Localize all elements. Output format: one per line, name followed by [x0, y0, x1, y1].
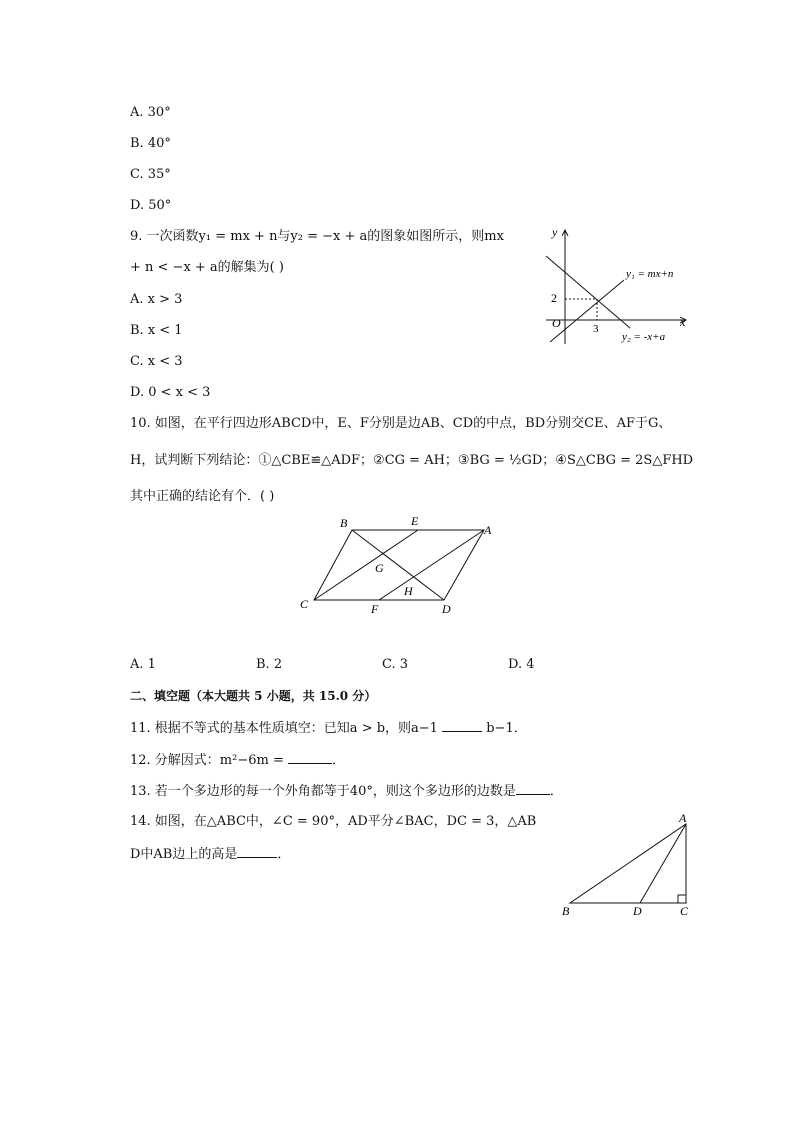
q12-text: 12. 分解因式：m²−6m =: [130, 753, 288, 768]
q14-triangle-ABC: [570, 824, 686, 903]
q8-option-d: D. 50°: [130, 198, 172, 213]
q10-point-G: G: [375, 561, 384, 575]
q10-point-E: E: [411, 514, 419, 528]
q12: [130, 751, 345, 770]
q10-point-A: A: [484, 523, 492, 537]
q9-function-graph: [540, 222, 700, 352]
q11: [130, 719, 527, 738]
q13-text: 13. 若一个多边形的每一个外角都等于40°，则这个多边形的边数是: [130, 784, 516, 799]
q11-text: 11. 根据不等式的基本性质填空：已知a > b，则a−1: [130, 721, 443, 736]
q14-stem-line1: 14. 如图，在△ABC中，∠C = 90°，AD平分∠BAC，DC = 3，△AB: [130, 814, 537, 829]
q14-point-B: B: [562, 904, 570, 918]
q13-text-end: ．: [549, 784, 563, 799]
q14-segment-AD: [640, 824, 686, 903]
q10-parallelogram: [314, 530, 484, 600]
q9-stem-line2: + n < −x + a的解集为( ): [130, 260, 284, 275]
q11-answer-blank[interactable]: [442, 719, 482, 732]
q9-x-label: x: [680, 315, 686, 329]
q11-text-end: b−1．: [482, 721, 527, 736]
q14-stem-line2: [130, 845, 290, 864]
q8-option-b: B. 40°: [130, 136, 171, 151]
q10-option-a: A. 1: [130, 657, 156, 672]
q12-answer-blank[interactable]: [288, 751, 332, 764]
q14-text-end: ．: [277, 847, 291, 862]
section-2-heading: 二、填空题（本大题共 5 小题，共 15.0 分）: [130, 689, 377, 703]
q9-y-tick-label: 2: [551, 291, 557, 305]
q13: [130, 782, 563, 801]
q14-point-D: D: [633, 904, 642, 918]
q12-text-end: ．: [332, 753, 346, 768]
q10-option-d: D. 4: [508, 657, 535, 672]
q9-option-b: B. x < 1: [130, 323, 183, 338]
q10-stem-line3: 其中正确的结论有个．( ): [130, 489, 275, 504]
q10-stem-line1: 10. 如图，在平行四边形ABCD中，E、F分别是边AB、CD的中点，BD分别交CE、AF于G、: [130, 416, 672, 431]
q9-line-y1: [550, 280, 624, 342]
q10-stem-line2: H，试判断下列结论：①△CBE≌△ADF；②CG = AH；③BG = ½GD；④S△CBG = 2S△FHD: [130, 453, 694, 468]
q9-option-c: C. x < 3: [130, 354, 183, 369]
q14-point-C: C: [680, 904, 689, 918]
q8-option-a: A. 30°: [130, 105, 171, 120]
q10-option-c: C. 3: [382, 657, 409, 672]
q14-answer-blank[interactable]: [237, 845, 277, 858]
q10-point-C: C: [300, 597, 309, 611]
q8-option-c: C. 35°: [130, 167, 171, 182]
q9-x-tick-label: 3: [593, 323, 599, 335]
q9-y-label: y: [552, 225, 558, 239]
q9-stem-line1: 9. 一次函数y₁ = mx + n与y₂ = −x + a的图象如图所示，则mx: [130, 229, 504, 244]
q9-line2-label: y₂ = -x+a: [622, 331, 666, 343]
q9-option-d: D. 0 < x < 3: [130, 385, 211, 400]
q14-point-A: A: [679, 811, 687, 825]
q10-segment-AF: [379, 530, 484, 600]
q14-text: D中AB边上的高是: [130, 847, 238, 862]
q9-line1-label: y₁ = mx+n: [626, 268, 674, 280]
q9-option-a: A. x > 3: [130, 292, 183, 307]
q13-answer-blank[interactable]: [516, 782, 550, 795]
q10-parallelogram-figure: [296, 510, 506, 620]
q10-point-B: B: [340, 516, 348, 530]
q10-point-H: H: [404, 584, 413, 598]
q14-right-angle-mark: [678, 895, 686, 903]
q14-triangle-figure: [556, 810, 701, 925]
q10-point-F: F: [371, 602, 379, 616]
q10-point-D: D: [442, 602, 451, 616]
q10-option-b: B. 2: [256, 657, 283, 672]
q9-origin-label: O: [552, 316, 561, 330]
